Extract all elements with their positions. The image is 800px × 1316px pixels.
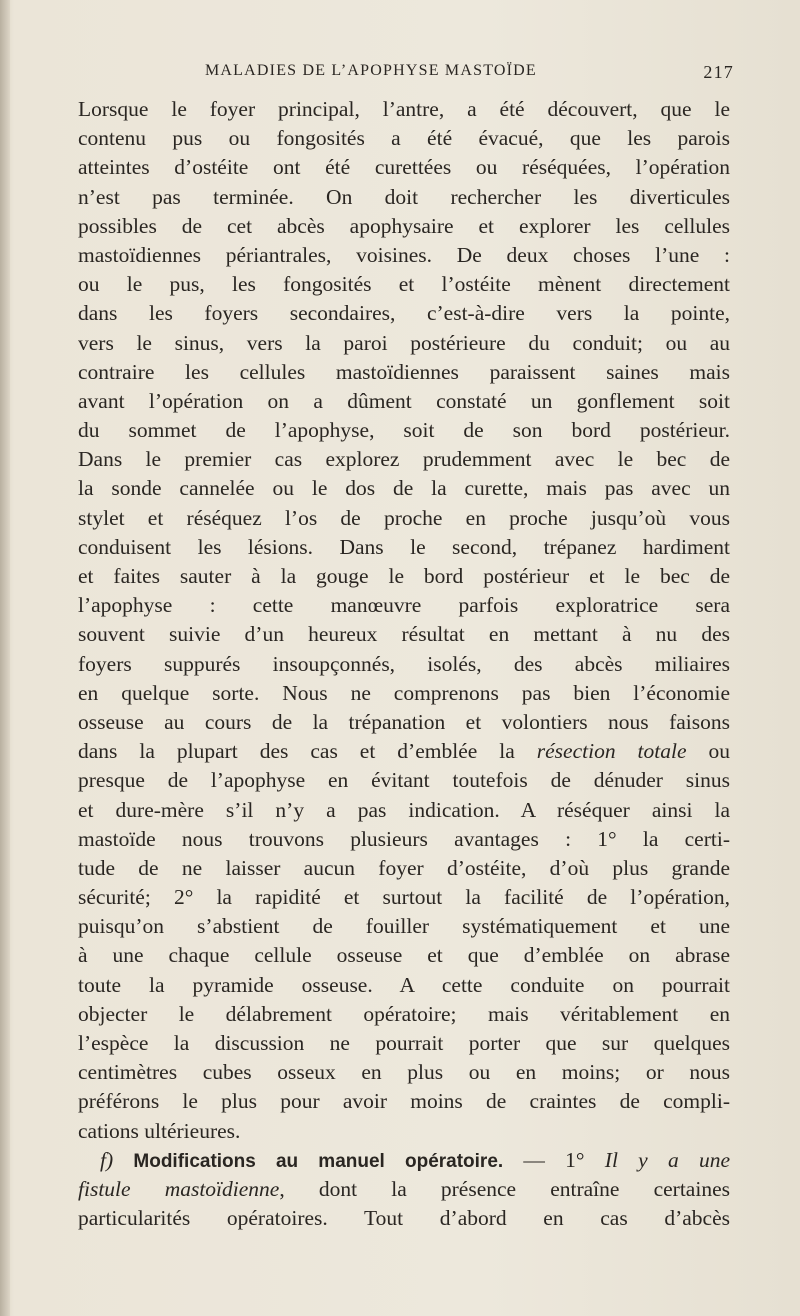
text-line: particularités opératoires. Tout d’abord en cas d’abcès xyxy=(78,1206,730,1231)
text-line: tude de ne laisser aucun foyer d’ostéite, d’où plus grande xyxy=(78,855,730,880)
text-line: l’apophyse : cette manœuvre parfois exploratrice sera xyxy=(78,593,730,618)
section-label: f) xyxy=(100,1147,114,1172)
text-fragment: ou xyxy=(686,739,730,764)
text-line: possibles de cet abcès apophysaire et explorer les cellules xyxy=(78,213,730,238)
text-line: toute la pyramide osseuse. A cette conduite on pourrait xyxy=(78,972,730,997)
text-line-with-emphasis xyxy=(78,1175,730,1204)
text-line: centimètres cubes osseux en plus ou en moins; or nous xyxy=(78,1060,730,1085)
text-line: foyers suppurés insoupçonnés, isolés, des abcès miliaires xyxy=(78,651,730,676)
page-number: 217 xyxy=(703,62,734,82)
text-line: du sommet de l’apophyse, soit de son bord postérieur. xyxy=(78,418,730,443)
text-line: et faites sauter à la gouge le bord postérieur et le bec de xyxy=(78,564,730,588)
text-fragment: — 1° xyxy=(503,1147,605,1172)
text-line: à une chaque cellule osseuse et que d’emblée on abrase xyxy=(78,943,730,968)
running-header xyxy=(205,62,734,88)
text-line: osseuse au cours de la trépanation et volontiers nous faisons xyxy=(78,709,730,734)
page-spine-shadow xyxy=(0,0,10,1316)
text-line: presque de l’apophyse en évitant toutefois de dénuder sinus xyxy=(78,768,730,793)
text-line: mastoïde nous trouvons plusieurs avantages : 1° la certi- xyxy=(78,826,730,851)
text-line: Dans le premier cas explorez prudemment avec le bec de xyxy=(78,447,730,472)
text-fragment: , dont la présence entraîne certaines xyxy=(279,1176,730,1201)
emphasis-text: Il y a une xyxy=(604,1147,730,1172)
text-line: Lorsque le foyer principal, l’antre, a été découvert, que le xyxy=(78,97,730,121)
text-line: stylet et réséquez l’os de proche en proche jusqu’où vous xyxy=(78,505,730,530)
text-line: la sonde cannelée ou le dos de la curette, mais pas avec un xyxy=(78,476,730,501)
text-line: cations ultérieures. xyxy=(78,1118,241,1143)
text-line: puisqu’on s’abstient de fouiller systématiquement et une xyxy=(78,914,730,939)
text-line: n’est pas terminée. On doit rechercher les diverticules xyxy=(78,184,730,209)
text-line: conduisent les lésions. Dans le second, trépanez hardiment xyxy=(78,534,730,559)
text-line: mastoïdiennes périantrales, voisines. De deux choses l’une : xyxy=(78,242,730,267)
running-title: MALADIES DE L’APOPHYSE MASTOÏDE xyxy=(205,62,537,79)
text-line: sécurité; 2° la rapidité et surtout la facilité de l’opération, xyxy=(78,885,730,910)
text-line: préférons le plus pour avoir moins de craintes de compli- xyxy=(78,1089,730,1114)
text-fragment: dans la plupart des cas et d’emblée la xyxy=(78,739,537,764)
section-heading-line xyxy=(78,1146,730,1175)
section-heading: Modifications au manuel opératoire. xyxy=(133,1150,504,1172)
text-line: vers le sinus, vers la paroi postérieure du conduit; ou au xyxy=(78,330,730,355)
text-line: souvent suivie d’un heureux résultat en mettant à nu des xyxy=(78,622,730,647)
text-line: contenu pus ou fongosités a été évacué, que les parois xyxy=(78,126,730,151)
text-line-with-emphasis xyxy=(78,737,730,766)
text-line: et dure-mère s’il n’y a pas indication. A réséquer ainsi la xyxy=(78,797,730,822)
text-line: en quelque sorte. Nous ne comprenons pas bien l’économie xyxy=(78,680,730,705)
text-line: atteintes d’ostéite ont été curettées ou réséquées, l’opération xyxy=(78,155,730,180)
emphasis-text: résection totale xyxy=(536,739,687,764)
body-text xyxy=(78,95,730,1233)
text-line: dans les foyers secondaires, c’est-à-dire vers la pointe, xyxy=(78,301,730,326)
text-line: ou le pus, les fongosités et l’ostéite mènent directement xyxy=(78,272,730,297)
text-line: contraire les cellules mastoïdiennes paraissent saines mais xyxy=(78,359,730,384)
text-line: objecter le délabrement opératoire; mais véritablement en xyxy=(78,1001,730,1026)
text-line: l’espèce la discussion ne pourrait porter que sur quelques xyxy=(78,1031,730,1055)
emphasis-text: fistule mastoïdienne xyxy=(78,1176,280,1201)
text-line: avant l’opération on a dûment constaté un gonflement soit xyxy=(78,388,730,413)
